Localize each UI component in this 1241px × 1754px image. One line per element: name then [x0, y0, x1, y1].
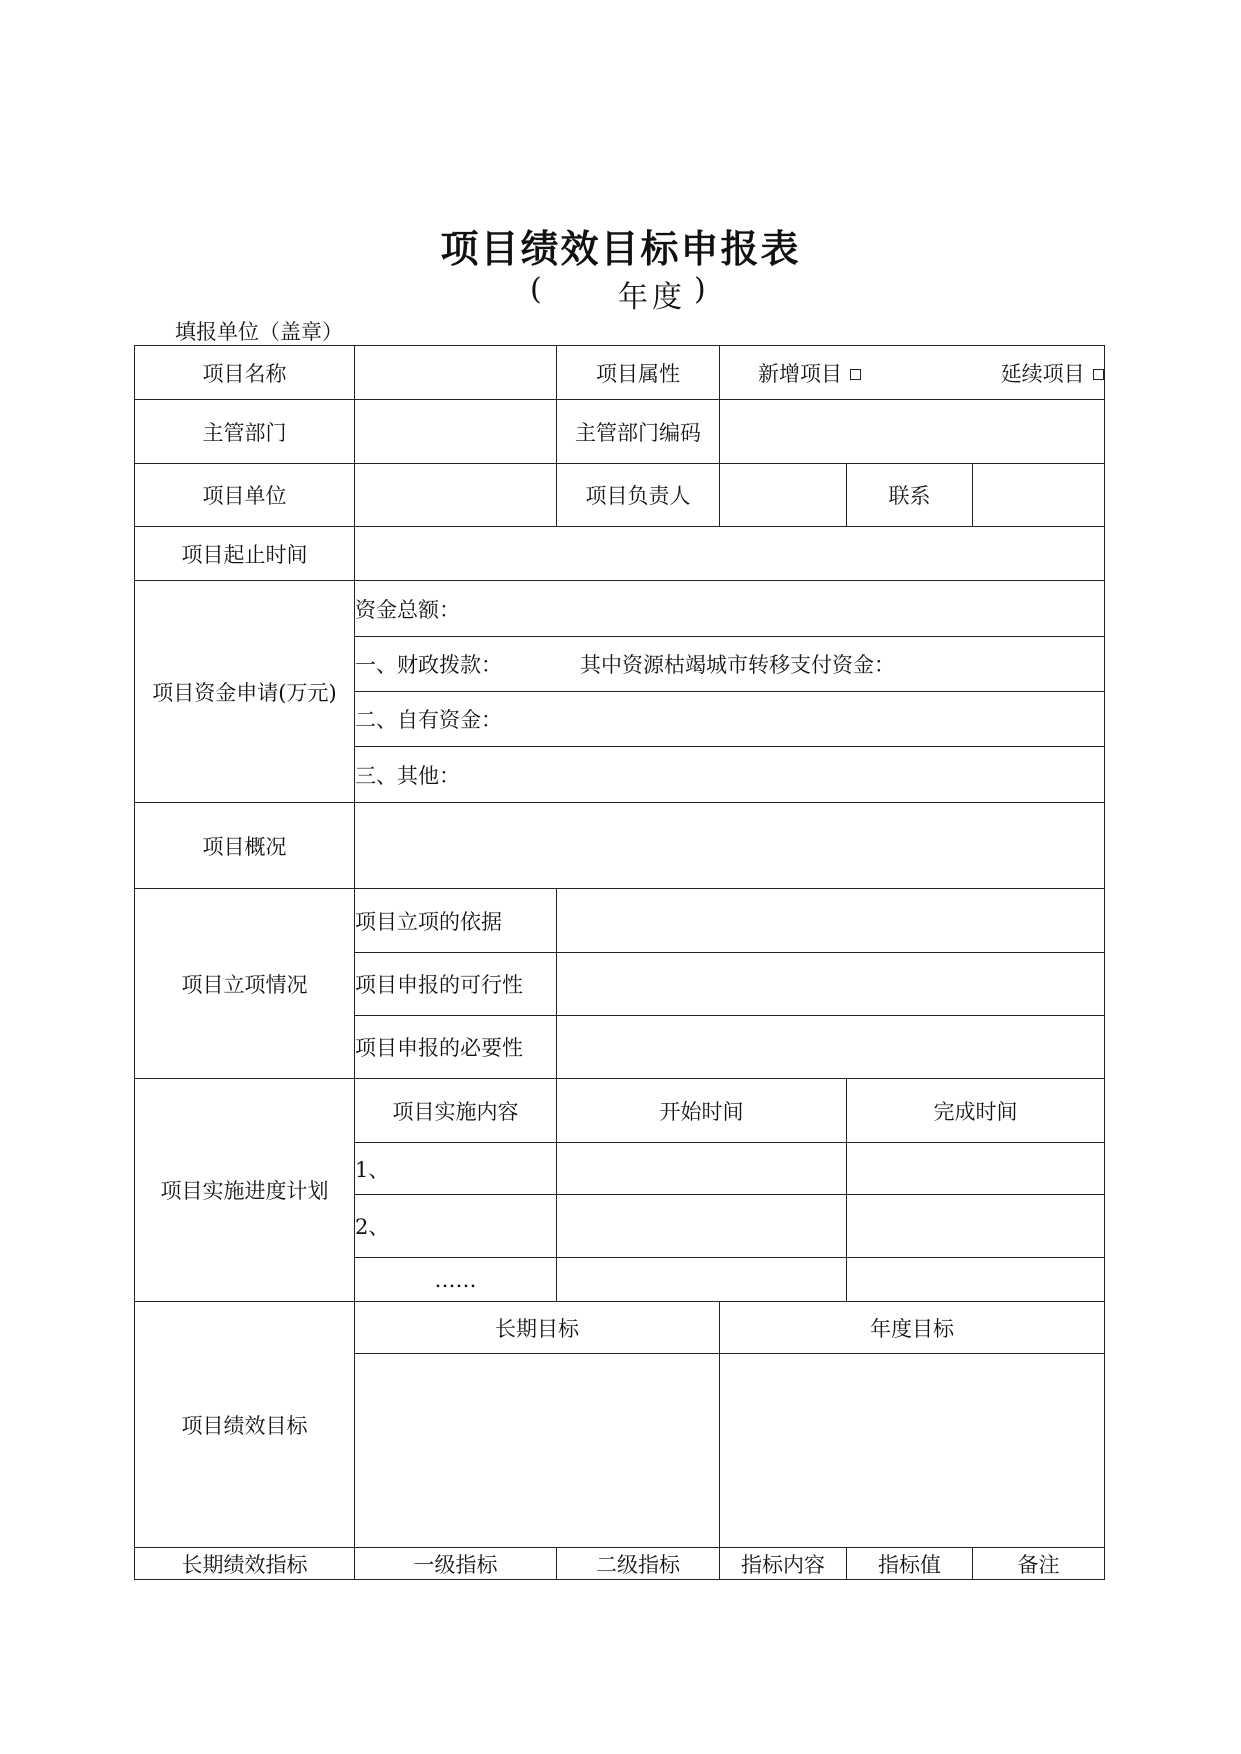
project-unit-value[interactable] — [355, 464, 557, 527]
row-project-unit — [135, 464, 1105, 527]
project-attribute-label: 项目属性 — [557, 346, 720, 400]
continuing-project-checkbox[interactable] — [1093, 369, 1104, 380]
annual-goal-header: 年度目标 — [720, 1302, 1105, 1354]
funding-fiscal-field[interactable] — [355, 637, 1105, 692]
row-performance-header — [135, 1302, 1105, 1354]
project-period-label: 项目起止时间 — [135, 527, 355, 581]
funding-fiscal-transfer-label: 其中资源枯竭城市转移支付资金： — [580, 653, 895, 677]
approval-feasibility-value[interactable] — [557, 953, 1105, 1016]
long-term-indicators-label: 长期绩效指标 — [135, 1548, 355, 1580]
project-leader-value[interactable] — [720, 464, 847, 527]
funding-fiscal-label: 一、财政拨款： — [355, 653, 502, 677]
approval-necessity-label: 项目申报的必要性 — [355, 1016, 557, 1079]
approval-feasibility-label: 项目申报的可行性 — [355, 953, 557, 1016]
filler-unit-label: 填报单位（盖章） — [175, 320, 343, 344]
project-period-value[interactable] — [355, 527, 1105, 581]
subtitle-year-label: 年度 — [618, 280, 686, 315]
indicator-content-header: 指标内容 — [720, 1548, 847, 1580]
subtitle-close-paren: ) — [694, 272, 706, 307]
implementation-content-header: 项目实施内容 — [355, 1079, 557, 1143]
end-time-header: 完成时间 — [847, 1079, 1105, 1143]
row-approval-basis — [135, 889, 1105, 953]
implementation-item-1-start[interactable] — [557, 1143, 847, 1195]
implementation-item-2-start[interactable] — [557, 1195, 847, 1258]
row-supervisor-dept — [135, 400, 1105, 464]
implementation-item-2[interactable]: 2、 — [355, 1195, 557, 1258]
supervisor-dept-value[interactable] — [355, 400, 557, 464]
long-term-goal-value[interactable] — [355, 1354, 720, 1548]
supervisor-dept-label: 主管部门 — [135, 400, 355, 464]
approval-basis-value[interactable] — [557, 889, 1105, 953]
remarks-header: 备注 — [973, 1548, 1105, 1580]
new-project-label: 新增项目 — [758, 361, 842, 386]
row-project-overview — [135, 803, 1105, 889]
project-unit-label: 项目单位 — [135, 464, 355, 527]
long-term-goal-header: 长期目标 — [355, 1302, 720, 1354]
performance-goal-form — [134, 345, 1105, 1580]
row-project-name — [135, 346, 1105, 400]
contact-label: 联系 — [847, 464, 973, 527]
row-implementation-header — [135, 1079, 1105, 1143]
project-overview-label: 项目概况 — [135, 803, 355, 889]
row-project-period — [135, 527, 1105, 581]
row-funding-total — [135, 581, 1105, 637]
funding-total-field[interactable]: 资金总额： — [355, 581, 1105, 637]
implementation-item-more-start[interactable] — [557, 1258, 847, 1302]
continuing-project-label: 延续项目 — [1000, 361, 1085, 386]
indicator-value-header: 指标值 — [847, 1548, 973, 1580]
project-approval-label: 项目立项情况 — [135, 889, 355, 1079]
project-name-label: 项目名称 — [135, 346, 355, 400]
level1-indicator-header: 一级指标 — [355, 1548, 557, 1580]
level2-indicator-header: 二级指标 — [557, 1548, 720, 1580]
project-attribute-options — [720, 346, 1105, 400]
supervisor-dept-code-value[interactable] — [720, 400, 1105, 464]
contact-value[interactable] — [973, 464, 1105, 527]
funding-application-label: 项目资金申请(万元) — [135, 581, 355, 803]
implementation-item-1-end[interactable] — [847, 1143, 1105, 1195]
form-title: 项目绩效目标申报表 — [440, 226, 801, 271]
new-project-option[interactable] — [720, 358, 994, 388]
performance-goals-label: 项目绩效目标 — [135, 1302, 355, 1548]
annual-goal-value[interactable] — [720, 1354, 1105, 1548]
supervisor-dept-code-label: 主管部门编码 — [557, 400, 720, 464]
project-leader-label: 项目负责人 — [557, 464, 720, 527]
project-name-value[interactable] — [355, 346, 557, 400]
funding-other-field[interactable]: 三、其他： — [355, 747, 1105, 803]
row-long-term-indicators — [135, 1548, 1105, 1580]
new-project-checkbox[interactable] — [850, 369, 861, 380]
implementation-item-1[interactable]: 1、 — [355, 1143, 557, 1195]
funding-own-field[interactable]: 二、自有资金： — [355, 692, 1105, 747]
implementation-item-more: …… — [355, 1258, 557, 1302]
project-overview-value[interactable] — [355, 803, 1105, 889]
approval-necessity-value[interactable] — [557, 1016, 1105, 1079]
start-time-header: 开始时间 — [557, 1079, 847, 1143]
implementation-item-2-end[interactable] — [847, 1195, 1105, 1258]
approval-basis-label: 项目立项的依据 — [355, 889, 557, 953]
continuing-project-option[interactable] — [1001, 362, 1104, 386]
implementation-plan-label: 项目实施进度计划 — [135, 1079, 355, 1302]
implementation-item-more-end[interactable] — [847, 1258, 1105, 1302]
subtitle-open-paren: ( — [530, 272, 542, 307]
